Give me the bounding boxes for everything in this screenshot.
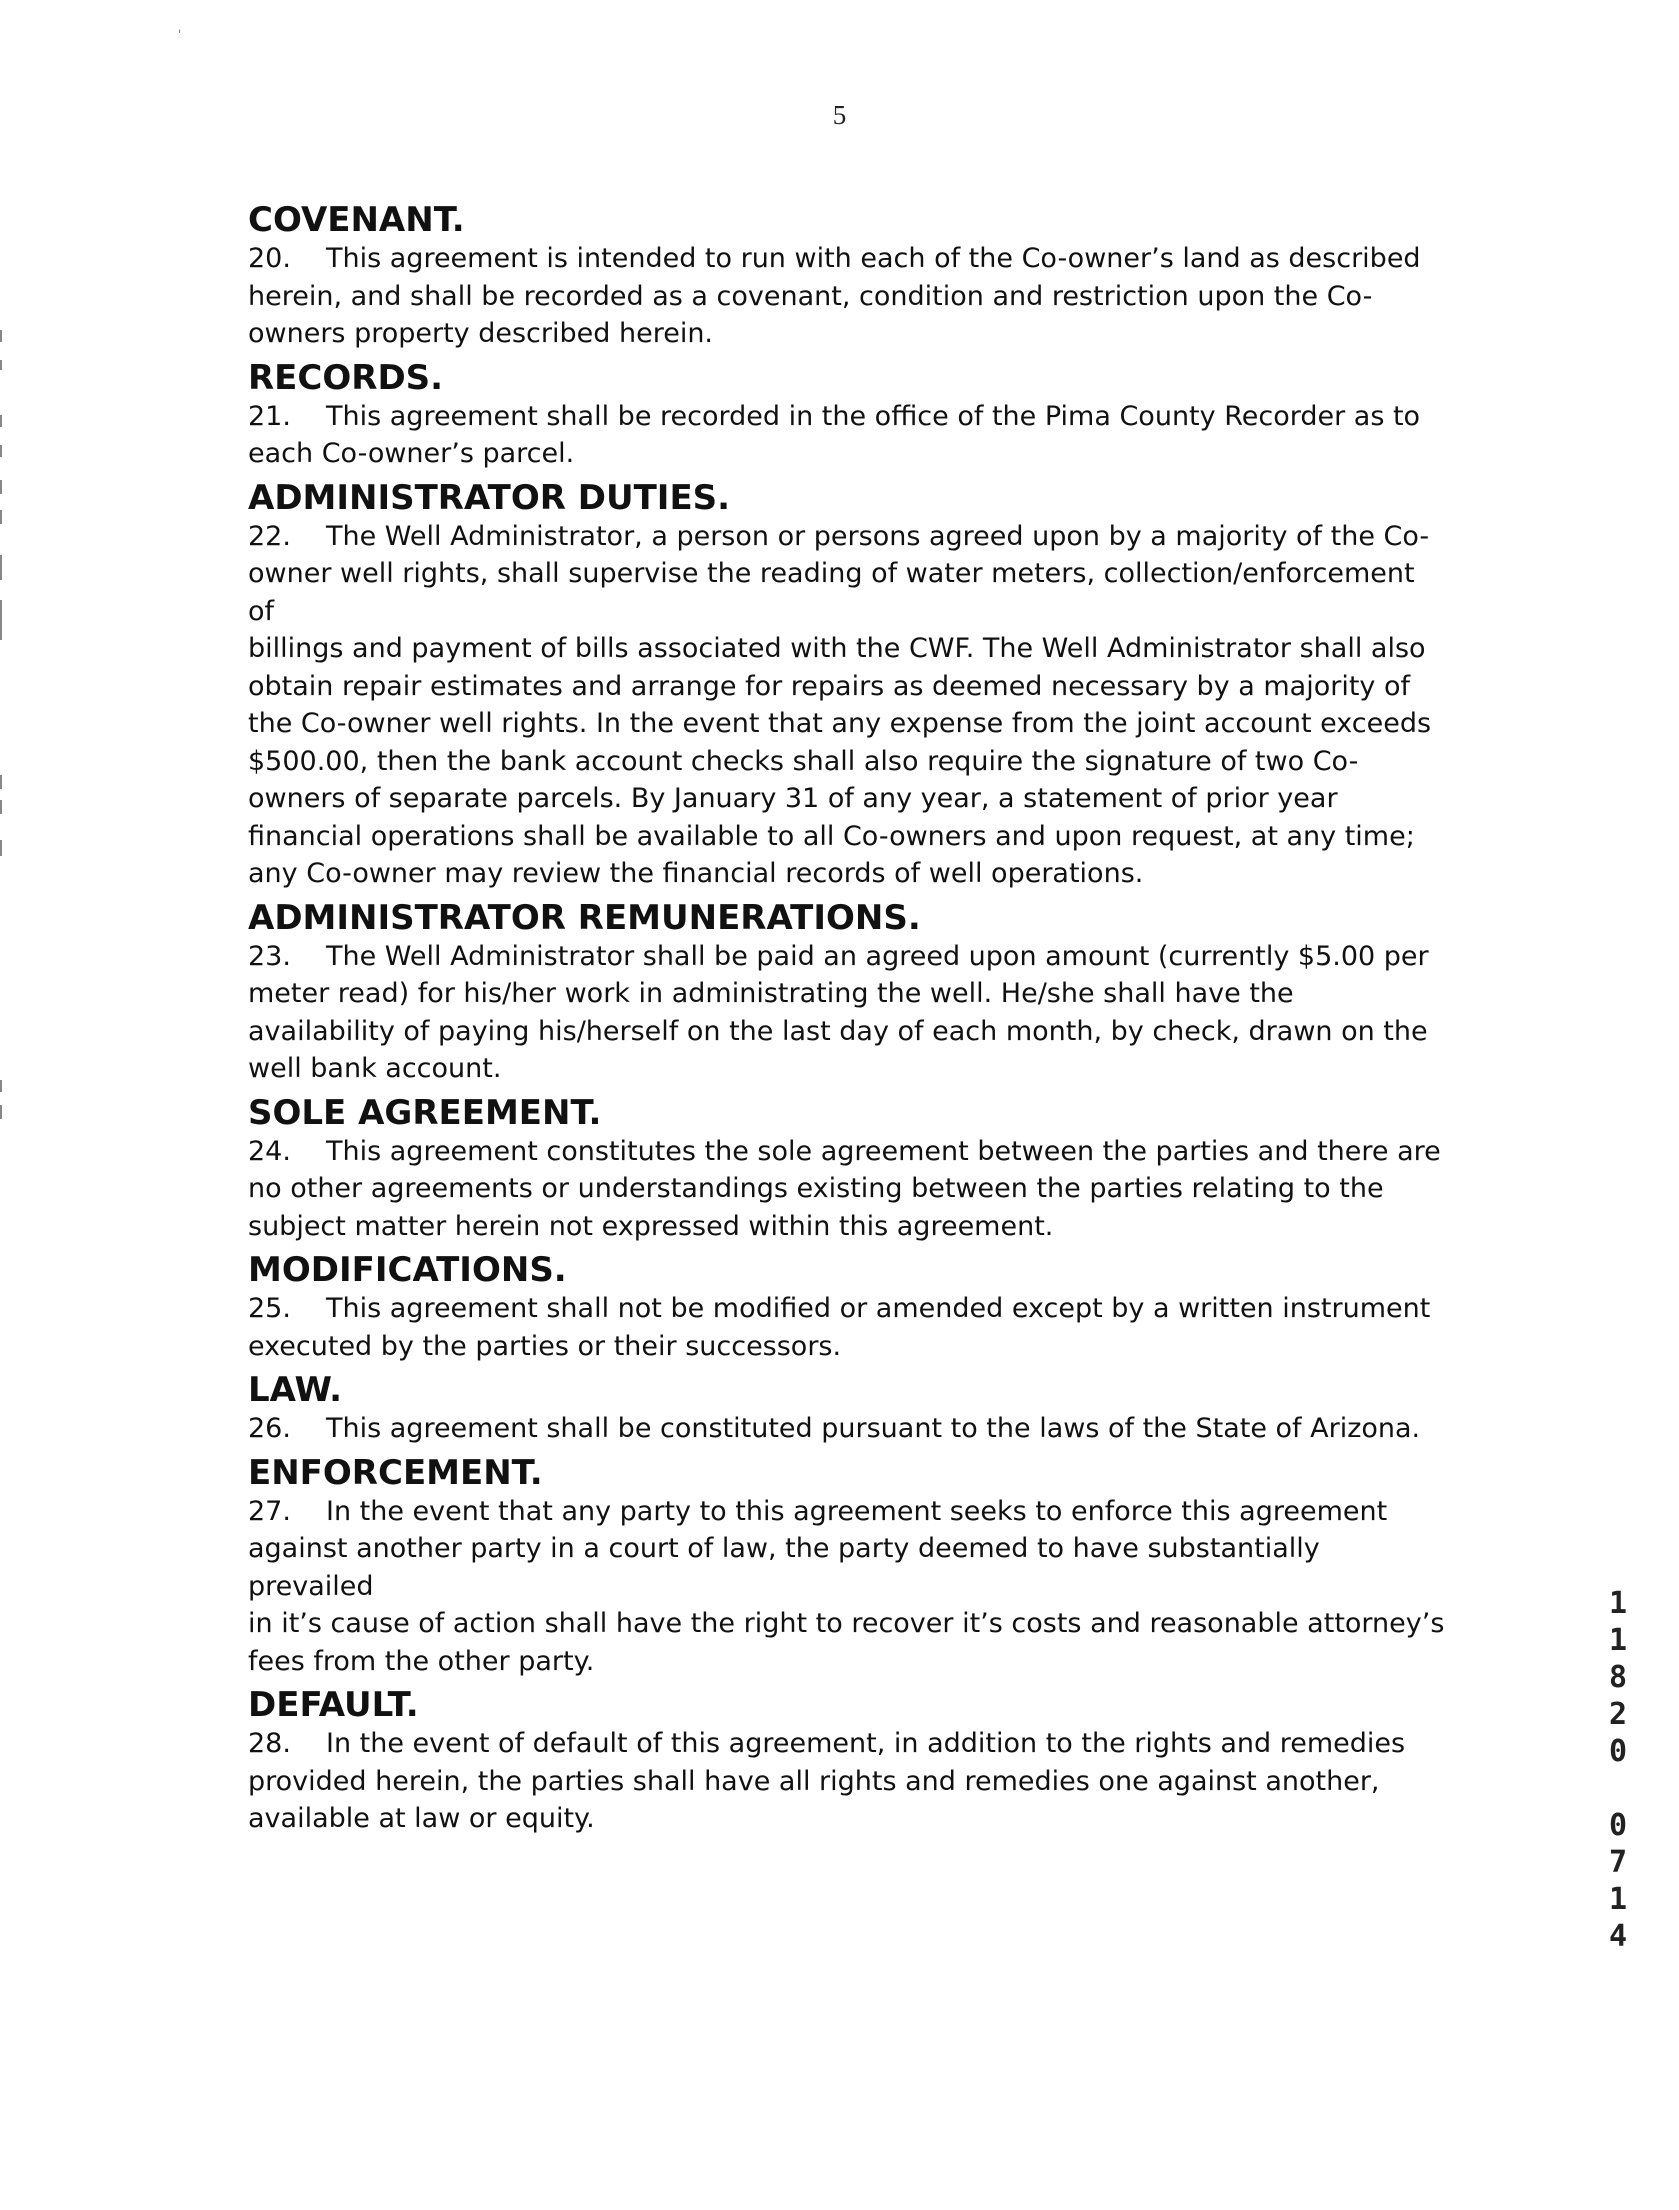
line-text: against another party in a court of law, the party deemed to have substantially prevailed <box>248 1533 1320 1602</box>
page-number: 5 <box>832 100 847 130</box>
paragraph-line <box>248 1208 1448 1246</box>
line-text: no other agreements or understandings existing between the parties relating to the <box>248 1173 1384 1204</box>
paragraph-line <box>248 1170 1448 1208</box>
section-heading: RECORDS. <box>248 357 444 398</box>
line-text: any Co-owner may review the financial records of well operations. <box>248 858 1144 889</box>
paragraph-line <box>248 705 1448 743</box>
section-paragraph <box>248 1725 1448 1838</box>
line-text: executed by the parties or their successors. <box>248 1330 842 1362</box>
section-paragraph <box>248 1410 1448 1448</box>
section-paragraph <box>248 1133 1448 1246</box>
paragraph-line <box>248 315 1448 353</box>
section <box>248 1250 1448 1365</box>
paragraph-line <box>248 1290 1448 1328</box>
section-paragraph <box>248 938 1448 1088</box>
paragraph-line <box>248 1800 1448 1838</box>
clause-number: 22. <box>248 520 291 552</box>
line-text: availability of paying his/herself on the last day of each month, by check, drawn on the <box>248 1015 1428 1047</box>
paragraph-line <box>248 278 1448 316</box>
stamp-digit: 2 <box>1608 1697 1628 1732</box>
section-heading: ADMINISTRATOR REMUNERATIONS. <box>248 897 921 938</box>
line-text: In the event of default of this agreement, in addition to the rights and remedies <box>326 1728 1406 1759</box>
section-heading: MODIFICATIONS. <box>248 1250 567 1290</box>
paragraph-line <box>248 1410 1448 1448</box>
section-paragraph <box>248 240 1448 353</box>
section-heading: COVENANT. <box>248 200 465 240</box>
section <box>248 478 1448 893</box>
clause-number: 26. <box>248 1413 291 1444</box>
stamp-digit <box>1603 1770 1633 1807</box>
stamp-digit: 7 <box>1608 1845 1628 1880</box>
section-heading: SOLE AGREEMENT. <box>248 1092 602 1133</box>
paragraph-line <box>248 1133 1448 1171</box>
line-text: This agreement constitutes the sole agreement between the parties and there are <box>326 1135 1441 1167</box>
line-text: owners of separate parcels. By January 31 of any year, a statement of prior year <box>248 783 1338 814</box>
line-text: The Well Administrator shall be paid an agreed upon amount (currently $5.00 per <box>326 940 1429 972</box>
recording-number-stamp <box>1603 1585 1633 1955</box>
line-text: meter read) for his/her work in administrating the well. He/she shall have the <box>248 978 1294 1009</box>
paragraph-line <box>248 780 1448 818</box>
clause-number: 28. <box>248 1728 291 1759</box>
clause-number: 25. <box>248 1293 291 1324</box>
line-text: This agreement shall not be modified or amended except by a written instrument <box>326 1293 1431 1324</box>
line-text: in it’s cause of action shall have the right to recover it’s costs and reasonable attorney’s <box>248 1608 1445 1639</box>
paragraph-line <box>248 743 1448 781</box>
clause-number: 23. <box>248 940 291 972</box>
line-text: available at law or equity. <box>248 1803 595 1834</box>
line-text: financial operations shall be available to all Co-owners and upon request, at any time; <box>248 820 1415 852</box>
paragraph-line <box>248 630 1448 668</box>
section <box>248 1370 1448 1448</box>
section-paragraph <box>248 1290 1448 1365</box>
paragraph-line <box>248 938 1448 976</box>
line-text: obtain repair estimates and arrange for repairs as deemed necessary by a majority of <box>248 670 1411 702</box>
clause-number: 20. <box>248 243 291 274</box>
section <box>248 1685 1448 1838</box>
paragraph-line <box>248 1013 1448 1051</box>
paragraph-line <box>248 1763 1448 1801</box>
clause-number: 24. <box>248 1135 291 1167</box>
paragraph-line <box>248 668 1448 706</box>
paragraph-line <box>248 1530 1448 1605</box>
paragraph-line <box>248 818 1448 856</box>
paragraph-line <box>248 1605 1448 1643</box>
section-heading: ENFORCEMENT. <box>248 1452 543 1493</box>
clause-number: 27. <box>248 1495 291 1527</box>
section-paragraph <box>248 398 1448 473</box>
stamp-digit: 4 <box>1608 1919 1628 1954</box>
line-text: herein, and shall be recorded as a covenant, condition and restriction upon the Co- <box>248 280 1373 312</box>
line-text: This agreement is intended to run with each of the Co-owner’s land as described <box>326 243 1421 274</box>
paragraph-line <box>248 240 1448 278</box>
line-text: fees from the other party. <box>248 1645 595 1677</box>
paragraph-line <box>248 1725 1448 1763</box>
clause-number: 21. <box>248 400 291 432</box>
section-heading: LAW. <box>248 1370 343 1410</box>
section <box>248 1453 1448 1681</box>
paragraph-line <box>248 1050 1448 1088</box>
section-heading: DEFAULT. <box>248 1685 419 1725</box>
stamp-digit: 8 <box>1608 1660 1628 1695</box>
line-text: provided herein, the parties shall have all rights and remedies one against another, <box>248 1765 1380 1797</box>
paragraph-line <box>248 855 1448 893</box>
scan-artifact: ˌ <box>178 20 182 34</box>
paragraph-line <box>248 555 1448 630</box>
stamp-digit: 1 <box>1608 1586 1628 1621</box>
section <box>248 1093 1448 1246</box>
paragraph-line <box>248 435 1448 473</box>
section <box>248 358 1448 473</box>
paragraph-line <box>248 975 1448 1013</box>
paragraph-line <box>248 1328 1448 1366</box>
line-text: well bank account. <box>248 1053 502 1084</box>
paragraph-line <box>248 398 1448 436</box>
line-text: subject matter herein not expressed within this agreement. <box>248 1210 1054 1242</box>
line-text: owners property described herein. <box>248 318 714 349</box>
section-heading: ADMINISTRATOR DUTIES. <box>248 477 731 518</box>
section-paragraph <box>248 1493 1448 1681</box>
section <box>248 200 1448 353</box>
section-paragraph <box>248 518 1448 893</box>
line-text: The Well Administrator, a person or persons agreed upon by a majority of the Co- <box>326 520 1430 552</box>
stamp-digit: 0 <box>1608 1808 1628 1843</box>
line-text: billings and payment of bills associated with the CWF. The Well Administrator shall also <box>248 633 1426 664</box>
stamp-digit: 0 <box>1608 1734 1628 1769</box>
line-text: each Co-owner’s parcel. <box>248 438 575 469</box>
line-text: the Co-owner well rights. In the event that any expense from the joint account exceeds <box>248 708 1432 739</box>
line-text: owner well rights, shall supervise the reading of water meters, collection/enforcement of <box>248 558 1415 627</box>
line-text: In the event that any party to this agreement seeks to enforce this agreement <box>326 1495 1388 1527</box>
paragraph-line <box>248 518 1448 556</box>
line-text: This agreement shall be constituted pursuant to the laws of the State of Arizona. <box>326 1413 1421 1444</box>
stamp-digit: 1 <box>1608 1882 1628 1917</box>
line-text: This agreement shall be recorded in the office of the Pima County Recorder as to <box>326 400 1421 432</box>
paragraph-line <box>248 1643 1448 1681</box>
section <box>248 898 1448 1088</box>
paragraph-line <box>248 1493 1448 1531</box>
line-text: $500.00, then the bank account checks shall also require the signature of two Co- <box>248 745 1359 777</box>
stamp-digit: 1 <box>1608 1623 1628 1658</box>
document-body <box>248 200 1448 1843</box>
